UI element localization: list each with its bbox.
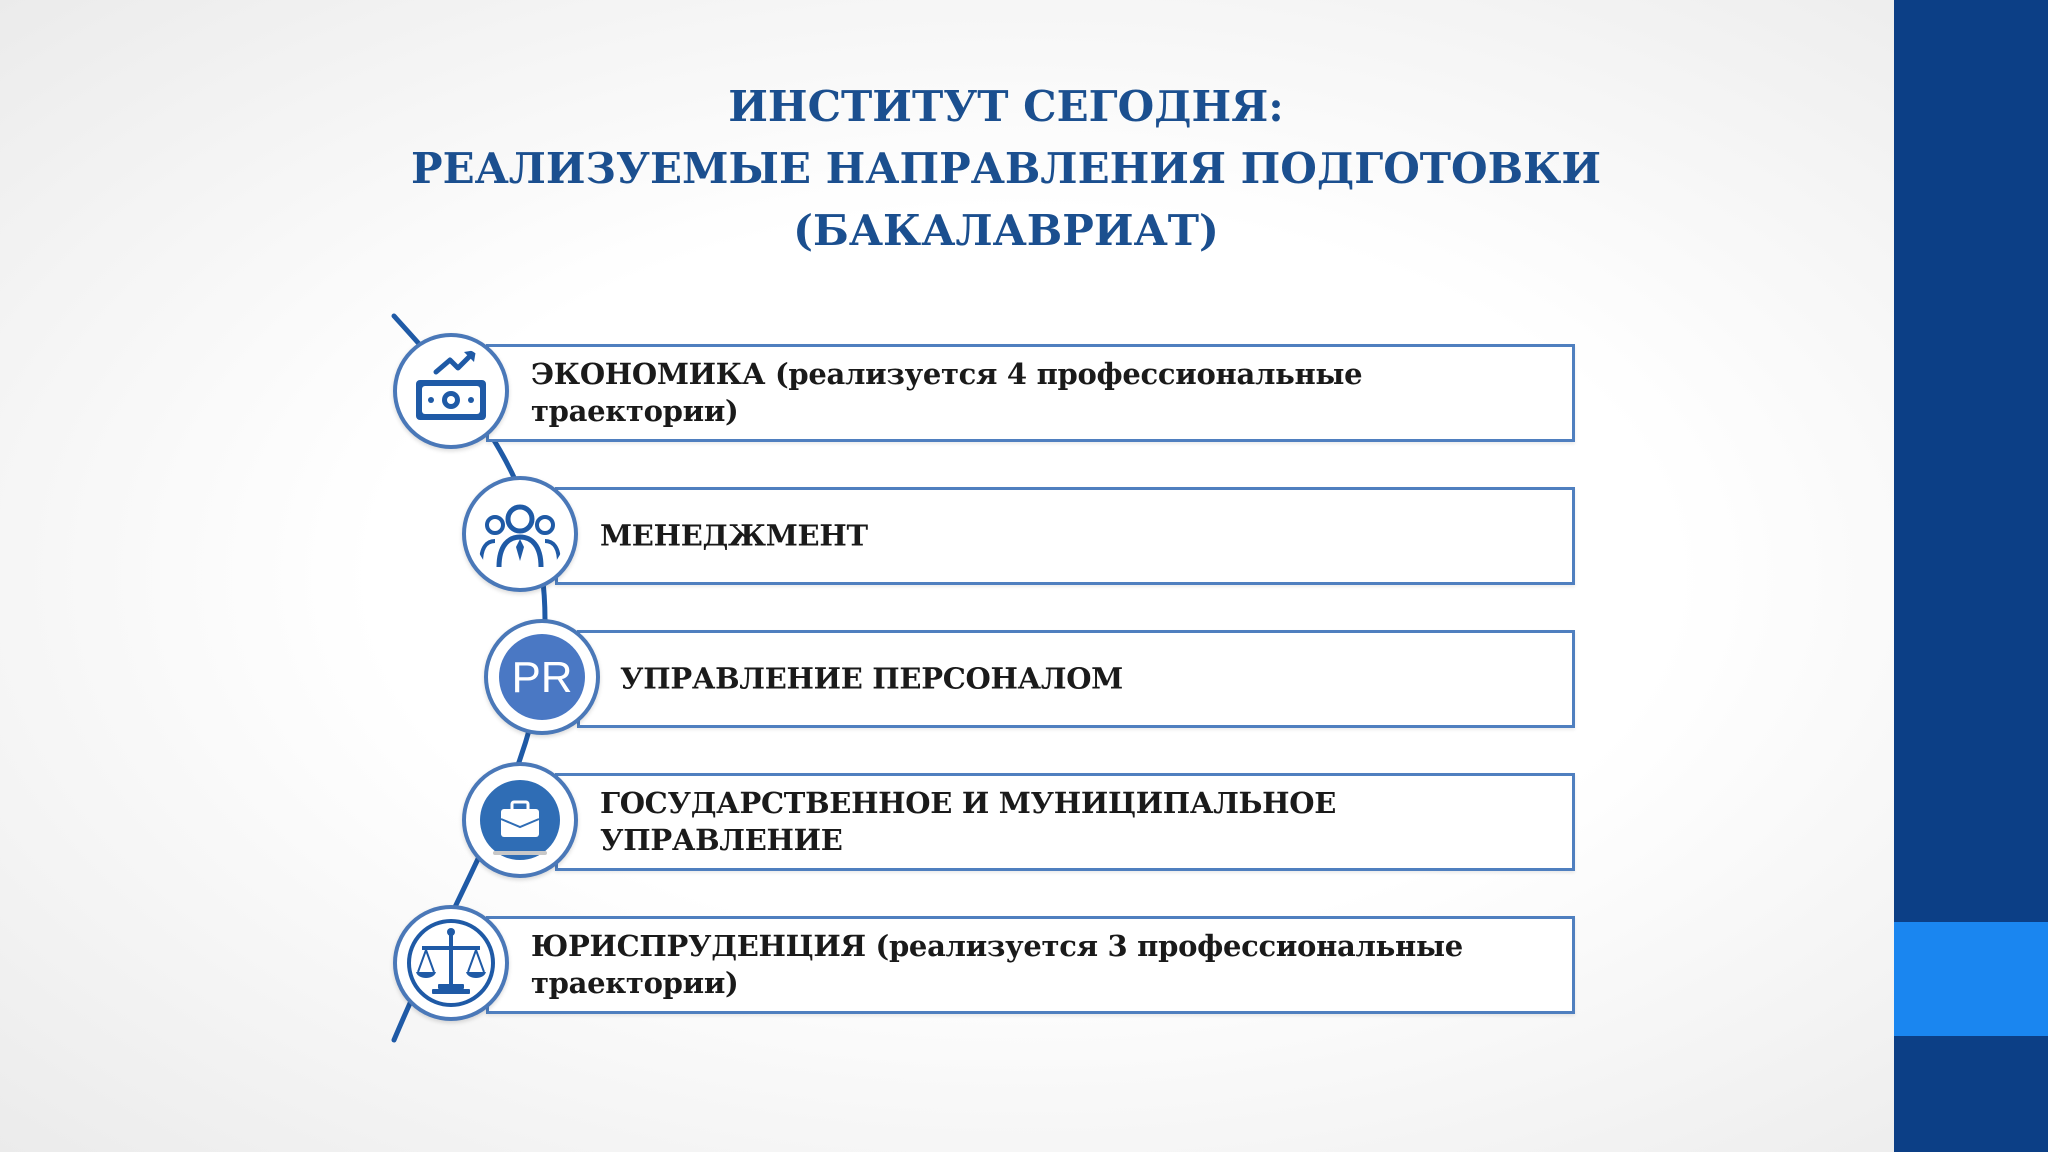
item-icon-circle xyxy=(462,762,578,878)
briefcase-icon xyxy=(475,775,565,865)
scales-icon xyxy=(406,918,496,1008)
item-icon-circle xyxy=(484,619,600,735)
pr-icon xyxy=(497,632,587,722)
list-item-economics xyxy=(486,344,1575,442)
list-item-public-administration xyxy=(555,773,1575,871)
item-label: УПРАВЛЕНИЕ ПЕРСОНАЛОМ xyxy=(620,661,1123,696)
item-label: МЕНЕДЖМЕНТ xyxy=(600,518,868,553)
item-label: ГОСУДАРСТВЕННОЕ И МУНИЦИПАЛЬНОЕ УПРАВЛЕНИЕ xyxy=(600,786,1337,857)
title-line-2: РЕАЛИЗУЕМЫЕ НАПРАВЛЕНИЯ ПОДГОТОВКИ xyxy=(410,144,1602,193)
money-growth-icon xyxy=(406,346,496,436)
title-line-3: (БАКАЛАВРИАТ) xyxy=(793,206,1219,255)
list-item-hr xyxy=(577,630,1575,728)
list-item-management xyxy=(555,487,1575,585)
item-icon-circle xyxy=(393,333,509,449)
item-label: ЮРИСПРУДЕНЦИЯ (реализуется 3 профессиональные траектории) xyxy=(531,929,1463,1000)
item-label: ЭКОНОМИКА (реализуется 4 профессиональные траектории) xyxy=(531,357,1363,428)
team-icon xyxy=(475,489,565,579)
title-line-1: ИНСТИТУТ СЕГОДНЯ: xyxy=(728,82,1284,131)
item-icon-circle xyxy=(462,476,578,592)
item-icon-circle xyxy=(393,905,509,1021)
list-item-law xyxy=(486,916,1575,1014)
svg-text:PR: PR xyxy=(511,653,573,702)
